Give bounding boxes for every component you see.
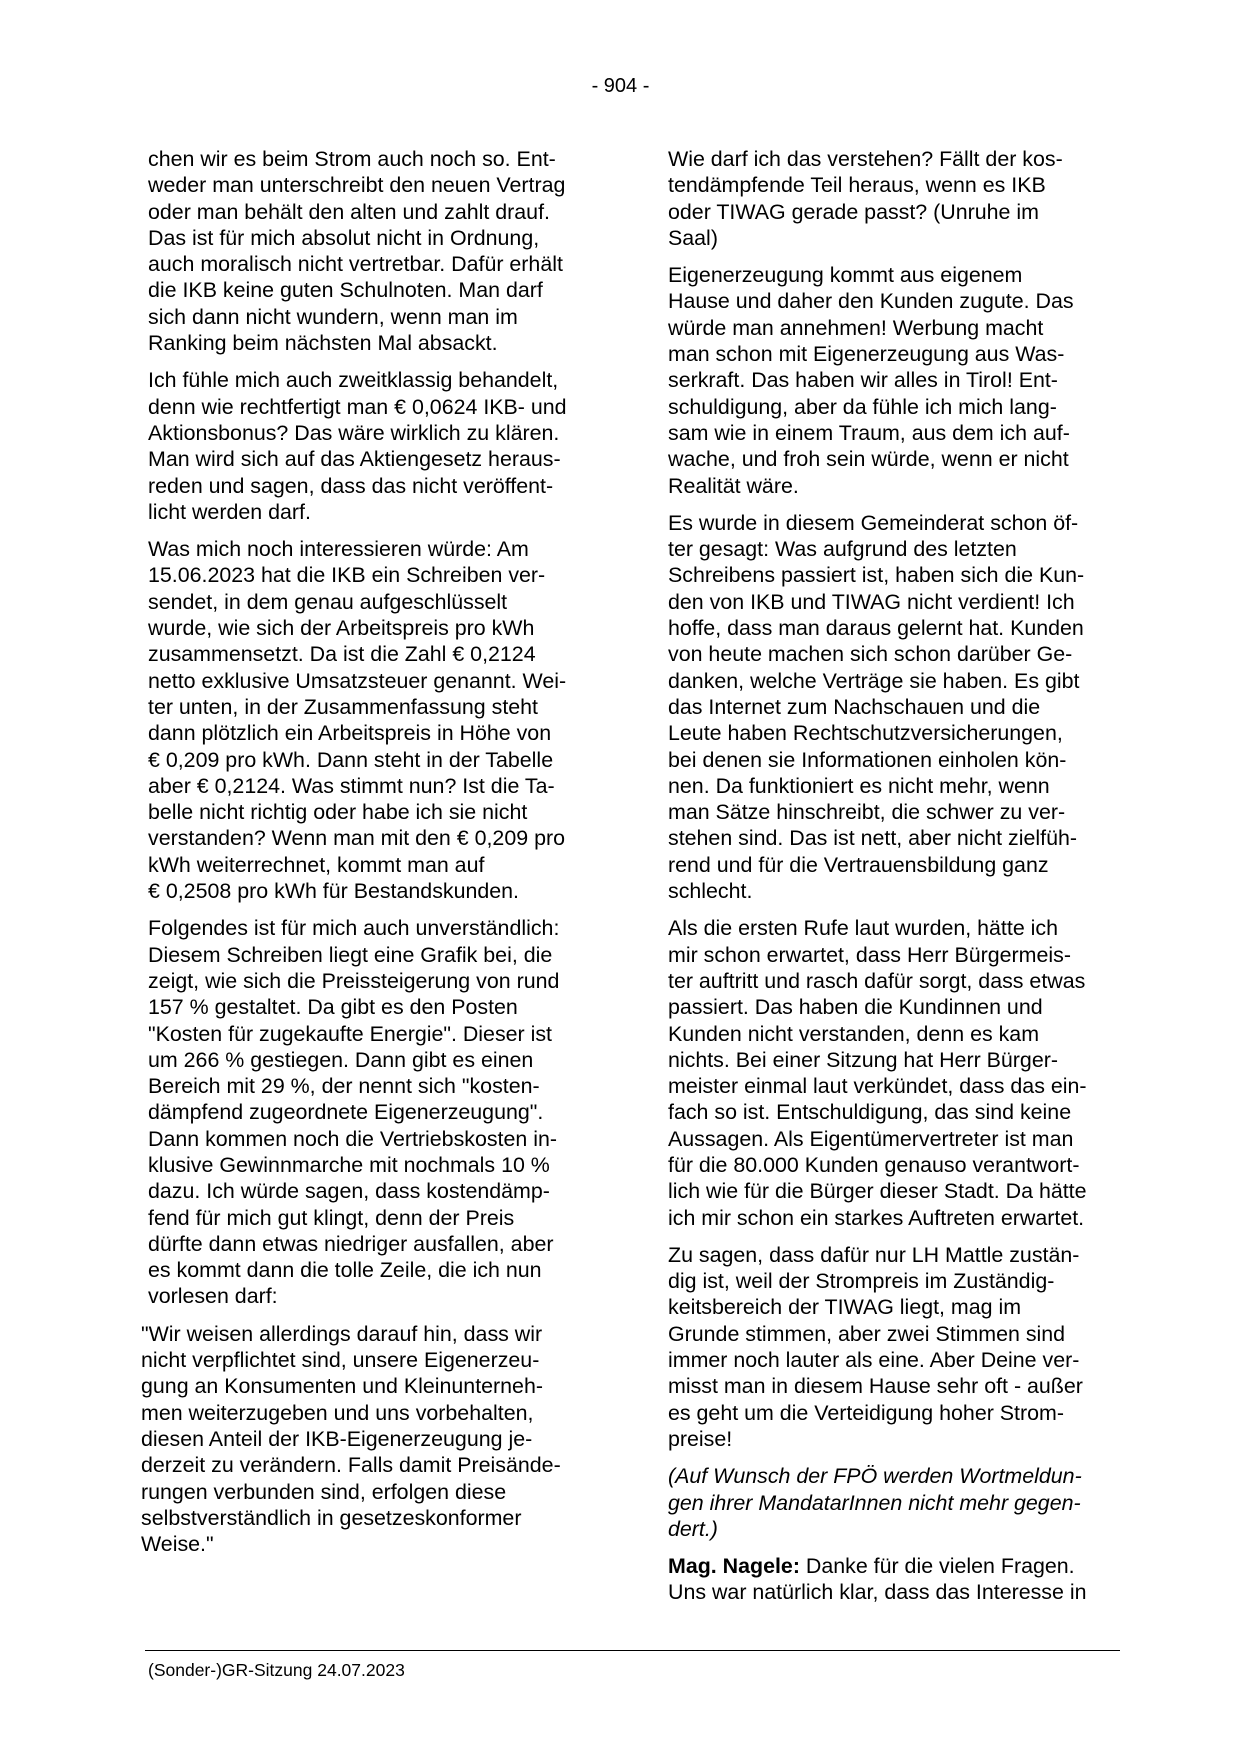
paragraph: chen wir es beim Strom auch noch so. Ent- weder man unterschreibt den neuen Vertrag oder man behält den alten und zahlt drauf. Das ist für mich absolut nicht in Ordnung, auch moralisch nicht vertretbar. Dafür erhält die IKB keine guten Schulnoten. Man darf sich dann nicht wundern, wenn man im Ranking beim nächsten Mal absackt.: [148, 147, 566, 356]
paragraph: Es wurde in diesem Gemeinderat schon öf- ter gesagt: Was aufgrund des letzten Schreibens passiert ist, haben sich die Kun- den von IKB und TIWAG nicht verdient! Ich hoffe, dass man daraus gelernt hat. Kunden von heute machen sich schon darüber Ge- danken, welche Verträge sie haben. Es gibt das Internet zum Nachschauen und die Leute haben Rechtschutzversicherungen, bei denen sie Informationen einholen kön- nen. Da funktioniert es nicht mehr, wenn man Sätze hinschreibt, die schwer zu ver- stehen sind. Das ist nett, aber nicht zielfüh- rend und für die Vertrauensbildung ganz schlecht.: [668, 510, 1085, 904]
right-column: [668, 146, 1118, 1617]
quoted-paragraph: "Wir weisen allerdings darauf hin, dass wir nicht verpflichtet sind, unsere Eigenerzeu- gung an Konsumenten und Kleinunterneh- men weiterzugeben und uns vorbehalten, diesen Anteil der IKB-Eigenerzeugung je- derzeit zu verändern. Falls damit Preisände- rungen verbunden sind, erfolgen diese selbstverständlich in gesetzeskonformer Weise.": [141, 1321, 561, 1557]
paragraph: Als die ersten Rufe laut wurden, hätte ich mir schon erwartet, dass Herr Bürgermeis- ter auftritt und rasch dafür sorgt, dass etwas passiert. Das haben die Kundinnen und Kunden nicht verstanden, denn es kam nichts. Bei einer Sitzung hat Herr Bürger- meister einmal laut verkündet, dass das ein- fach so ist. Entschuldigung, das sind keine Aussagen. Als Eigentümervertreter ist man für die 80.000 Kunden genauso verantwort- lich wie für die Bürger dieser Stadt. Da hätte ich mir schon ein starkes Auftreten erwartet.: [668, 916, 1087, 1230]
speaker-name: Mag. Nagele:: [668, 1554, 800, 1579]
paragraph: Folgendes ist für mich auch unverständlich: Diesem Schreiben liegt eine Grafik bei, die zeigt, wie sich die Preissteigerung von rund 157 % gestaltet. Da gibt es den Posten "Kosten für zugekaufte Energie". Dieser ist um 266 % gestiegen. Dann gibt es einen Bereich mit 29 %, der nennt sich "kosten- dämpfend zugeordnete Eigenerzeugung". Dann kommen noch die Vertriebskosten in- klusive Gewinnmarche mit nochmals 10 % dazu. Ich würde sagen, dass kostendämp- fend für mich gut klingt, denn der Preis dürfte dann etwas niedriger ausfallen, aber es kommt dann die tolle Zeile, die ich nun vorlesen darf:: [148, 916, 560, 1309]
left-column: [141, 146, 598, 1568]
paragraph: Eigenerzeugung kommt aus eigenem Hause und daher den Kunden zugute. Das würde man annehmen! Werbung macht man schon mit Eigenerzeugung aus Was- serkraft. Das haben wir alles in Tirol! Ent- schuldigung, aber da fühle ich mich lang- sam wie in einem Traum, aus dem ich auf- wache, und froh sein würde, wenn er nicht Realität wäre.: [668, 263, 1074, 498]
footer-text: (Sonder-)GR-Sitzung 24.07.2023: [148, 1660, 405, 1680]
paragraph: Was mich noch interessieren würde: Am 15.06.2023 hat die IKB ein Schreiben ver- sendet, in dem genau aufgeschlüsselt wurde, wie sich der Arbeitspreis pro kWh zusammensetzt. Da ist die Zahl € 0,2124 netto exklusive Umsatzsteuer genannt. Wei- ter unten, in der Zusammenfassung steht dann plötzlich ein Arbeitspreis in Höhe von € 0,209 pro kWh. Dann steht in der Tabelle aber € 0,2124. Was stimmt nun? Ist die Ta- belle nicht richtig oder habe ich sie nicht verstanden? Wenn man mit den € 0,209 pro kWh weiterrechnet, kommt man auf € 0,2508 pro kWh für Bestandskunden.: [148, 537, 567, 904]
paragraph: Ich fühle mich auch zweitklassig behandelt, denn wie rechtfertigt man € 0,0624 IKB- und Aktionsbonus? Das wäre wirklich zu klären. Man wird sich auf das Aktiengesetz heraus- reden und sagen, dass das nicht veröffent- licht werden darf.: [148, 368, 567, 524]
page-number: - 904 -: [591, 75, 650, 97]
paragraph: Zu sagen, dass dafür nur LH Mattle zustän- dig ist, weil der Strompreis im Zuständig- keitsbereich der TIWAG liegt, mag im Grunde stimmen, aber zwei Stimmen sind immer noch lauter als eine. Aber Deine ver- misst man in diesem Hause sehr oft - außer es geht um die Verteidigung hoher Strom- preise!: [668, 1242, 1083, 1451]
footer-divider: [145, 1650, 1120, 1651]
paragraph: Wie darf ich das verstehen? Fällt der kos- tendämpfende Teil heraus, wenn es IKB oder TIWAG gerade passt? (Unruhe im Saal): [668, 147, 1063, 250]
editorial-note: (Auf Wunsch der FPÖ werden Wortmeldun- gen ihrer MandatarInnen nicht mehr gegen- dert.): [668, 1464, 1082, 1541]
speaker-text: Danke für die vielen Fragen. Uns war natürlich klar, dass das Interesse in: [668, 1554, 1087, 1605]
speaker-paragraph: [668, 1553, 1118, 1606]
